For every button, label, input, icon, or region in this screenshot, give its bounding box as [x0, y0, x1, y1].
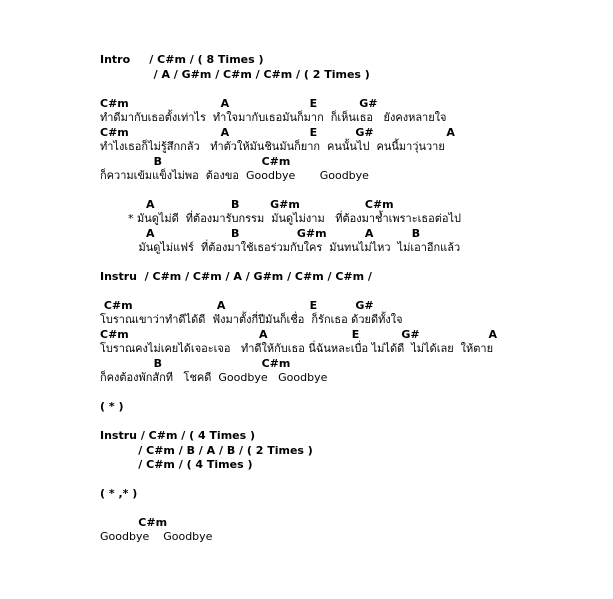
outro-chord-line: C#m	[100, 516, 168, 529]
verse1-lyric-line-3: ก็ความเข้มแข็งไม่พอ ต้องขอ Goodbye Goodbye	[100, 169, 369, 182]
verse2-chord-line-1: C#m A E G#	[100, 299, 374, 312]
chorus-repeat-marker: ( * )	[100, 400, 124, 413]
intro-line: Intro / C#m / ( 8 Times )	[100, 53, 264, 66]
instru-line-1: Instru / C#m / C#m / A / G#m / C#m / C#m /	[100, 270, 372, 283]
verse1-chord-line-3: B C#m	[100, 155, 291, 168]
verse2-lyric-line-1: โบราณเขาว่าทำดีได้ดี ฟังมาตั้งกี่ปีมันก็เชื่อ ก็รักเธอ ด้วยดีทั้งใจ	[100, 313, 403, 326]
verse2-lyric-line-2: โบราณคงไม่เคยได้เจอะเจอ ทำดีให้กับเธอ นี่ฉันหละเบื่อ ไม่ได้ดี ไม่ได้เลย ให้ตาย	[100, 342, 494, 355]
chorus-chord-line-2: A B G#m A B	[100, 227, 421, 240]
instru2-line-1: Instru / C#m / ( 4 Times )	[100, 429, 256, 442]
verse2-lyric-line-3: ก็คงต้องพักสักที โชคดี Goodbye Goodbye	[100, 371, 328, 384]
instru2-line-2: / C#m / B / A / B / ( 2 Times )	[100, 444, 313, 457]
verse2-chord-line-3: B C#m	[100, 357, 291, 370]
intro-line-2: / A / G#m / C#m / C#m / ( 2 Times )	[100, 68, 370, 81]
verse1-lyric-line-1: ทำดีมากับเธอตั้งเท่าไร ทำใจมากับเธอมันก็มาก ก็เห็นเธอ ยังคงหลายใจ	[100, 111, 447, 124]
chorus-chord-line-1: A B G#m C#m	[100, 198, 394, 211]
chorus-lyric-line-1: * มันดูไม่ดี ที่ต้องมารับกรรม มันดูไม่งาม ที่ต้องมาช้ำเพราะเธอต่อไป	[100, 212, 461, 225]
verse1-chord-line-1: C#m A E G#	[100, 97, 378, 110]
verse2-chord-line-2: C#m A E G# A	[100, 328, 498, 341]
verse1-chord-line-2: C#m A E G# A	[100, 126, 455, 139]
double-chorus-marker: ( * ,* )	[100, 487, 138, 500]
verse1-lyric-line-2: ทำไงเธอก็ไม่รู้สึกกลัว ทำตัวให้มันชินมันก็ยาก คนนั้นไป คนนี้มาวุ่นวาย	[100, 140, 445, 153]
instru2-line-3: / C#m / ( 4 Times )	[100, 458, 253, 471]
outro-lyric-line: Goodbye Goodbye	[100, 530, 213, 543]
chorus-lyric-line-2: มันดูไม่แฟร์ ที่ต้องมาใช้เธอร่วมกับใคร มันทนไม่ไหว ไม่เอาอีกแล้ว	[100, 241, 461, 254]
